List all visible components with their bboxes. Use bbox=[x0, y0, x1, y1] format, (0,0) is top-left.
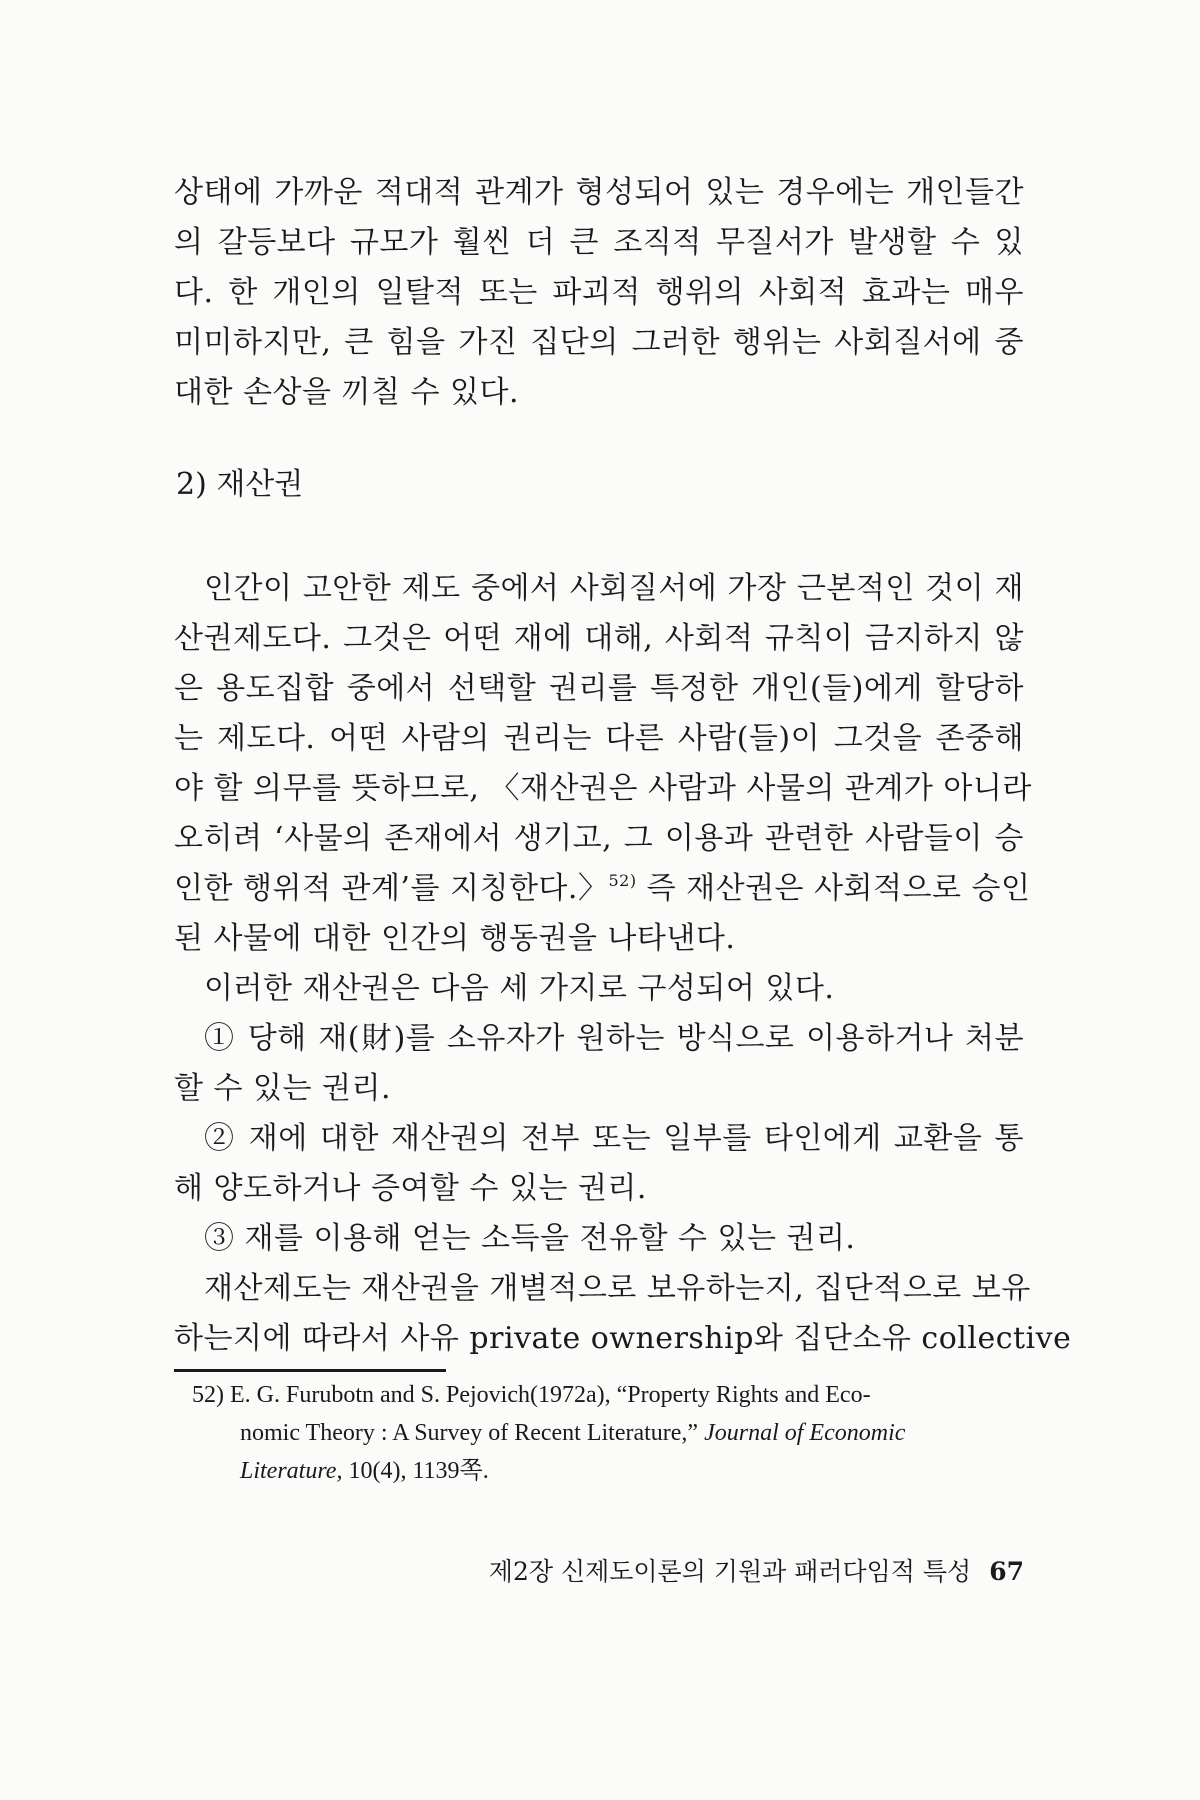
footnote-number: 52) bbox=[192, 1382, 224, 1408]
body-line: 다. 한 개인의 일탈적 또는 파괴적 행위의 사회적 효과는 매우 bbox=[174, 275, 1024, 310]
footnote-52 bbox=[192, 1376, 1022, 1490]
list-item-3: ③ 재를 이용해 얻는 소득을 전유할 수 있는 권리. bbox=[204, 1221, 856, 1256]
main-text bbox=[174, 168, 1072, 1364]
footnote-divider bbox=[174, 1369, 446, 1372]
body-line: 의 갈등보다 규모가 훨씬 더 큰 조직적 무질서가 발생할 수 있 bbox=[174, 225, 1024, 260]
body-line: 된 사물에 대한 인간의 행동권을 나타낸다. bbox=[174, 921, 736, 956]
body-line: 대한 손상을 끼칠 수 있다. bbox=[174, 375, 519, 410]
footnote-line bbox=[192, 1414, 1022, 1452]
body-line: 상태에 가까운 적대적 관계가 형성되어 있는 경우에는 개인들간 bbox=[174, 175, 1024, 210]
body-line-with-footnote-ref bbox=[174, 864, 1031, 914]
footnote-line bbox=[192, 1376, 1022, 1414]
list-item-1-cont: 할 수 있는 권리. bbox=[174, 1071, 392, 1106]
body-line: 재산제도는 재산권을 개별적으로 보유하는지, 집단적으로 보유 bbox=[204, 1271, 1031, 1306]
chapter-title: 제2장 신제도이론의 기원과 패러다임적 특성 bbox=[488, 1557, 972, 1586]
body-line: 산권제도다. 그것은 어떤 재에 대해, 사회적 규칙이 금지하지 않 bbox=[174, 621, 1024, 656]
journal-title: Literature, bbox=[240, 1458, 343, 1484]
body-line: 오히려 ‘사물의 존재에서 생기고, 그 이용과 관련한 사람들이 승 bbox=[174, 821, 1024, 856]
section-heading: 2) 재산권 bbox=[176, 467, 304, 502]
footnote-text: 10(4), 1139쪽. bbox=[342, 1458, 489, 1484]
footnote-ref[interactable]: 52) bbox=[608, 871, 637, 890]
list-item-2: ② 재에 대한 재산권의 전부 또는 일부를 타인에게 교환을 통 bbox=[204, 1121, 1024, 1156]
running-footer bbox=[408, 1552, 1024, 1592]
footnote-text: nomic Theory : A Survey of Recent Literature,” bbox=[240, 1420, 705, 1446]
body-line: 인간이 고안한 제도 중에서 사회질서에 가장 근본적인 것이 재 bbox=[204, 571, 1024, 606]
body-text-segment: 즉 재산권은 사회적으로 승인 bbox=[636, 871, 1031, 906]
page-number: 67 bbox=[989, 1557, 1024, 1586]
list-item-2-cont: 해 양도하거나 증여할 수 있는 권리. bbox=[174, 1171, 647, 1206]
footnote-line bbox=[192, 1452, 1022, 1490]
footnote-text: E. G. Furubotn and S. Pejovich(1972a), “Property Rights and Eco- bbox=[230, 1382, 871, 1408]
body-line: 야 할 의무를 뜻하므로, 〈재산권은 사람과 사물의 관계가 아니라 bbox=[174, 771, 1032, 806]
body-line: 는 제도다. 어떤 사람의 권리는 다른 사람(들)이 그것을 존중해 bbox=[174, 721, 1024, 756]
list-item-1: ① 당해 재(財)를 소유자가 원하는 방식으로 이용하거나 처분 bbox=[204, 1021, 1024, 1056]
body-line: 은 용도집합 중에서 선택할 권리를 특정한 개인(들)에게 할당하 bbox=[174, 671, 1024, 706]
body-line: 하는지에 따라서 사유 private ownership와 집단소유 collective bbox=[174, 1321, 1072, 1356]
body-line: 이러한 재산권은 다음 세 가지로 구성되어 있다. bbox=[204, 971, 835, 1006]
body-text-segment: 인한 행위적 관계’를 지칭한다.〉 bbox=[174, 871, 609, 906]
journal-title: Journal of Economic bbox=[704, 1420, 906, 1446]
body-line: 미미하지만, 큰 힘을 가진 집단의 그러한 행위는 사회질서에 중 bbox=[174, 325, 1024, 360]
